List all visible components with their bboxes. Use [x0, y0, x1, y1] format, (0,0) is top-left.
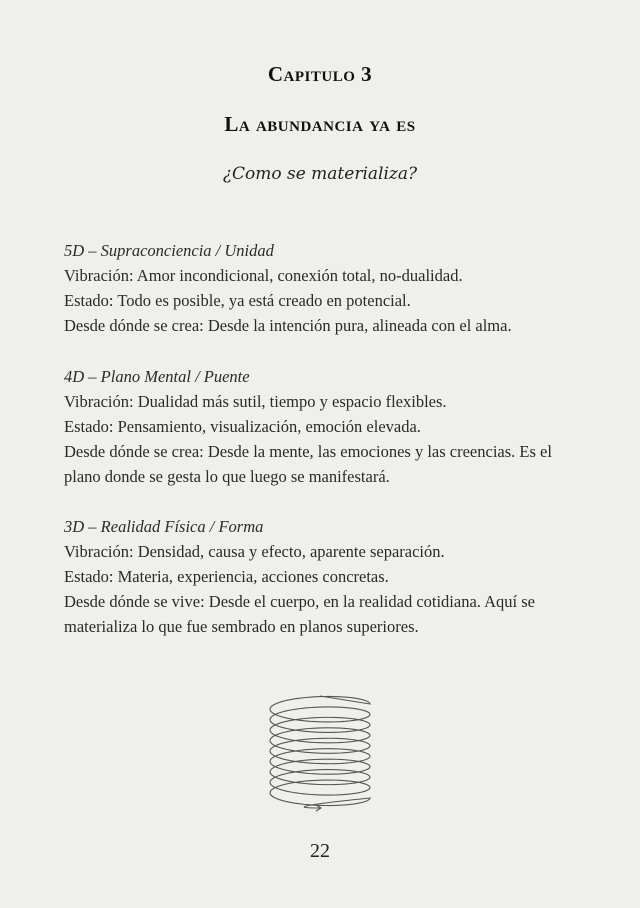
section-line: Vibración: Dualidad más sutil, tiempo y espacio flexibles. — [64, 392, 447, 411]
section-line: Desde dónde se vive: Desde el cuerpo, en la realidad cotidiana. Aquí se materializa lo que fue sembrado en planos superiores. — [64, 592, 535, 636]
section-heading: 3D – Realidad Física / Forma — [64, 517, 264, 536]
section-line: Desde dónde se crea: Desde la mente, las emociones y las creencias. Es el plano donde se gesta lo que luego se manifestará. — [64, 442, 552, 486]
section-5d — [64, 238, 584, 338]
section-line: Estado: Materia, experiencia, acciones concretas. — [64, 567, 389, 586]
section-heading: 5D – Supraconciencia / Unidad — [64, 241, 274, 260]
spiral-coil-icon — [260, 690, 380, 816]
section-line: Estado: Todo es posible, ya está creado en potencial. — [64, 291, 411, 310]
chapter-heading: Capitulo 3 — [267, 62, 373, 86]
section-line: Vibración: Amor incondicional, conexión total, no-dualidad. — [64, 266, 463, 285]
chapter-subtitle: ¿Como se materializa? — [222, 164, 418, 184]
section-3d — [64, 514, 584, 639]
section-line: Vibración: Densidad, causa y efecto, aparente separación. — [64, 542, 445, 561]
section-line: Estado: Pensamiento, visualización, emoción elevada. — [64, 417, 421, 436]
chapter-title: La abundancia ya es — [224, 112, 416, 136]
section-heading: 4D – Plano Mental / Puente — [64, 367, 250, 386]
section-line: Desde dónde se crea: Desde la intención pura, alineada con el alma. — [64, 316, 512, 335]
page-number: 22 — [310, 840, 330, 862]
section-4d — [64, 364, 584, 489]
